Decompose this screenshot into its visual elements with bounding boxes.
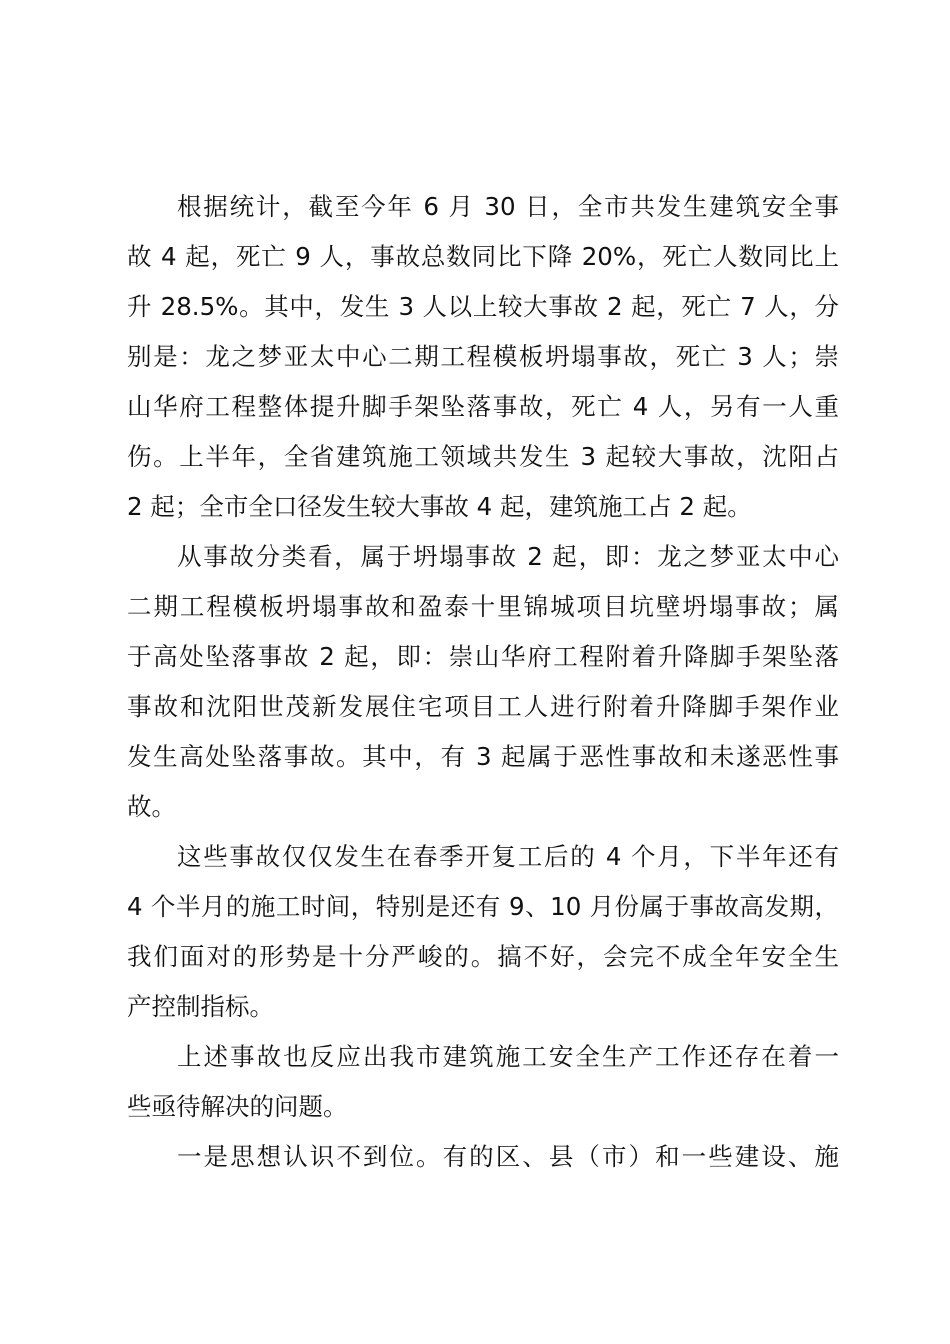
text-line: 别是：龙之梦亚太中心二期工程模板坍塌事故，死亡 3 人；崇 (127, 342, 839, 371)
paragraph-point-one (127, 1132, 839, 1182)
text-line: 二期工程模板坍塌事故和盈泰十里锦城项目坑壁坍塌事故；属 (127, 592, 839, 621)
text-line: 些亟待解决的问题。 (127, 1092, 348, 1121)
text-line: 这些事故仅仅发生在春季开复工后的 4 个月，下半年还有 (177, 842, 839, 871)
text-line: 发生高处坠落事故。其中，有 3 起属于恶性事故和未遂恶性事 (127, 742, 839, 771)
text-line: 4 个半月的施工时间，特别是还有 9、10 月份属于事故高发期， (127, 892, 839, 921)
text-line: 升 28.5%。其中，发生 3 人以上较大事故 2 起，死亡 7 人，分 (127, 292, 839, 321)
paragraph-problems (127, 1032, 839, 1132)
document-body (127, 182, 839, 1182)
text-line: 根据统计，截至今年 6 月 30 日，全市共发生建筑安全事 (177, 192, 839, 221)
text-line: 山华府工程整体提升脚手架坠落事故，死亡 4 人，另有一人重 (127, 392, 839, 421)
text-line: 一是思想认识不到位。有的区、县（市）和一些建设、施 (177, 1142, 839, 1171)
text-line: 我们面对的形势是十分严峻的。搞不好，会完不成全年安全生 (127, 942, 839, 971)
paragraph-situation (127, 832, 839, 1032)
text-line: 产控制指标。 (127, 992, 274, 1021)
text-line: 上述事故也反应出我市建筑施工安全生产工作还存在着一 (177, 1042, 839, 1071)
text-line: 伤。上半年，全省建筑施工领域共发生 3 起较大事故，沈阳占 (127, 442, 839, 471)
paragraph-classification (127, 532, 839, 832)
text-line: 从事故分类看，属于坍塌事故 2 起，即：龙之梦亚太中心 (177, 542, 839, 571)
text-line: 事故和沈阳世茂新发展住宅项目工人进行附着升降脚手架作业 (127, 692, 839, 721)
text-line: 故 4 起，死亡 9 人，事故总数同比下降 20%，死亡人数同比上 (127, 242, 839, 271)
text-line: 2 起；全市全口径发生较大事故 4 起，建筑施工占 2 起。 (127, 492, 752, 521)
text-line: 故。 (127, 792, 176, 821)
paragraph-statistics (127, 182, 839, 532)
text-line: 于高处坠落事故 2 起，即：崇山华府工程附着升降脚手架坠落 (127, 642, 839, 671)
